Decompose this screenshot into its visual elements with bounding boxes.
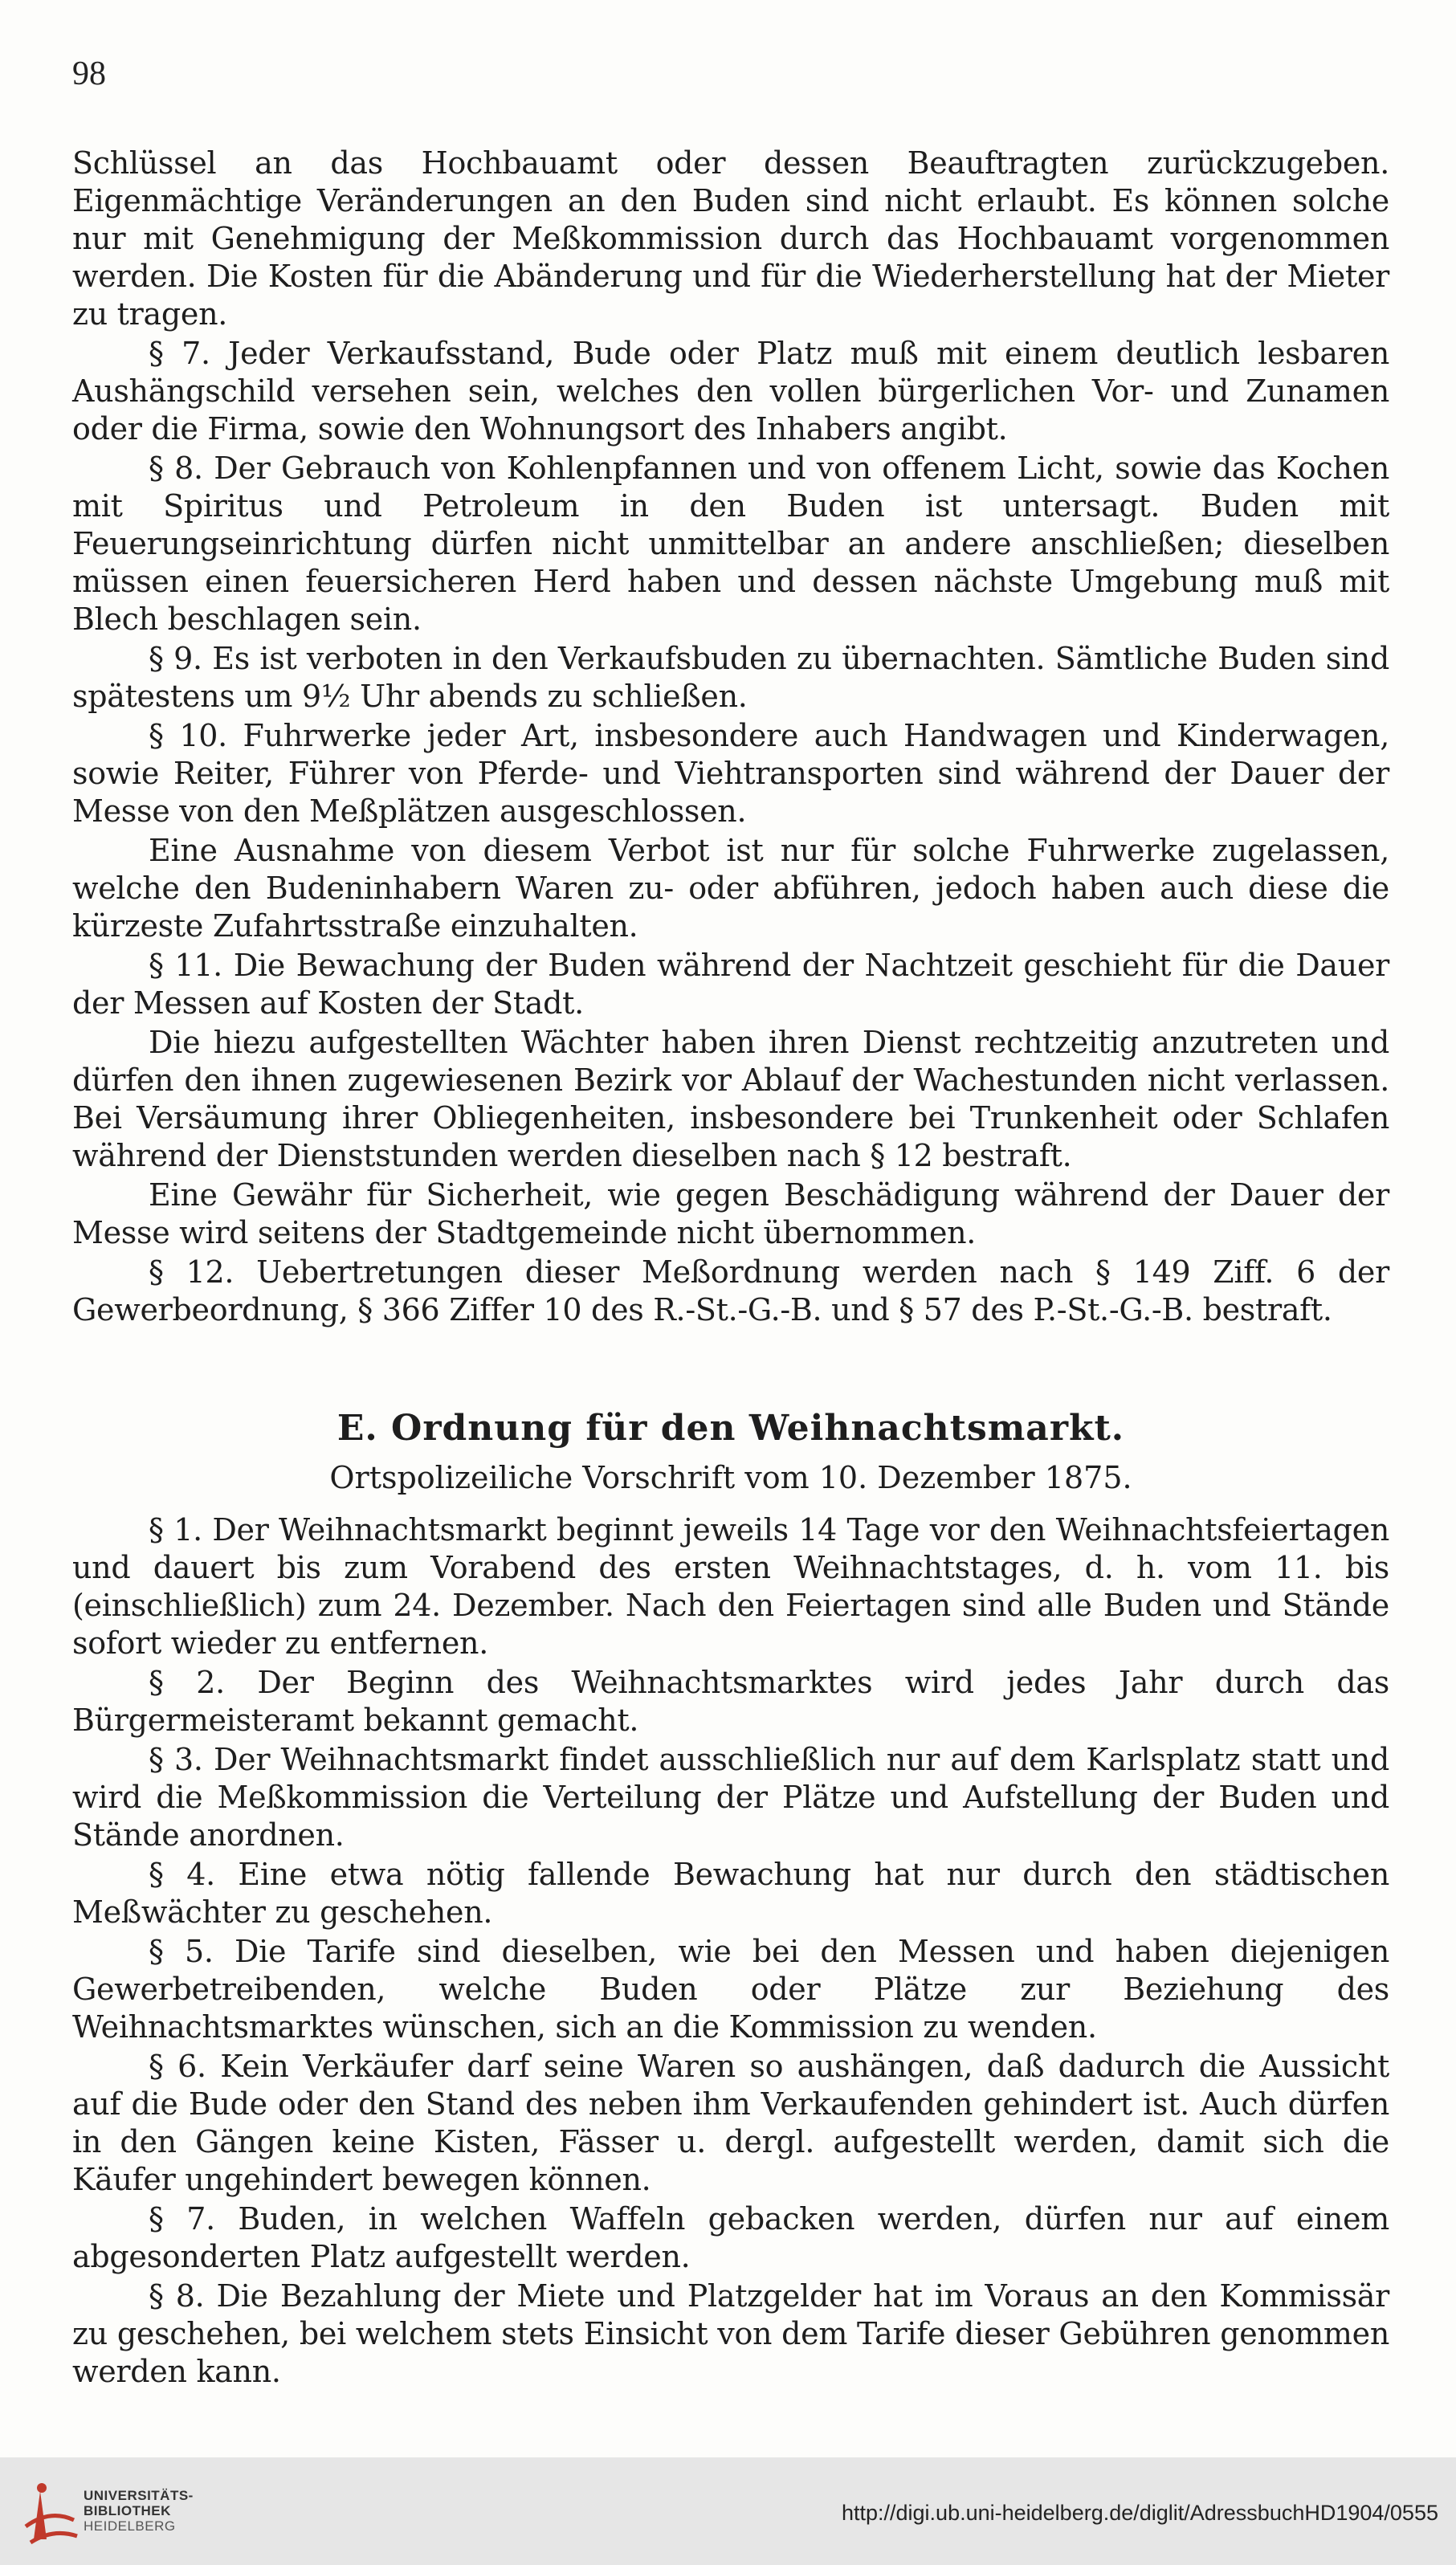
paragraph-section-7: § 7. Jeder Verkaufsstand, Bude oder Platz muß mit einem deutlich lesbaren Aushängschild versehen sein, welches den vollen bürgerlichen Vor- und Zunamen oder die Firma, sowie den Wohnungsort des Inhabers angibt. <box>72 336 1389 447</box>
paragraph-section-12: § 12. Uebertretungen dieser Meßordnung werden nach § 149 Ziff. 6 der Gewerbeordnung, § 366 Ziffer 10 des R.-St.-G.-B. und § 57 des P.-St.-G.-B. bestraft. <box>72 1254 1389 1327</box>
paragraph-section-10-exception: Eine Ausnahme von diesem Verbot ist nur für solche Fuhrwerke zugelassen, welche den Budeninhabern Waren zu- oder abführen, jedoch haben auch diese die kürzeste Zufahrtsstraße einzuhalten. <box>72 833 1389 944</box>
logo-line-3: HEIDELBERG <box>84 2518 176 2534</box>
paragraph-xmas-8: § 8. Die Bezahlung der Miete und Platzgelder hat im Voraus an den Kommissär zu geschehen, bei welchem stets Einsicht von dem Tarife dieser Gebühren genommen werden kann. <box>72 2278 1389 2389</box>
paragraph-section-11: § 11. Die Bewachung der Buden während der Nachtzeit geschieht für die Dauer der Messen auf Kosten der Stadt. <box>72 948 1389 1021</box>
paragraph-xmas-2: § 2. Der Beginn des Weihnachtsmarktes wird jedes Jahr durch das Bürgermeisteramt bekannt gemacht. <box>72 1665 1389 1738</box>
paragraph-xmas-6: § 6. Kein Verkäufer darf seine Waren so aushängen, daß dadurch die Aussicht auf die Bude oder den Stand des neben ihm Verkaufenden gehindert ist. Auch dürfen in den Gängen keine Kisten, Fässer u. dergl. aufgestellt werden, damit sich die Käufer ungehindert bewegen können. <box>72 2049 1389 2197</box>
paragraph-section-10: § 10. Fuhrwerke jeder Art, insbesondere auch Handwagen und Kinderwagen, sowie Reiter, Führer von Pferde- und Viehtransporten sind während der Dauer der Messe von den Meßplätzen ausgeschlossen. <box>72 718 1389 829</box>
paragraph-xmas-3: § 3. Der Weihnachtsmarkt findet ausschließlich nur auf dem Karlsplatz statt und wird die Meßkommission die Verteilung der Plätze und Aufstellung der Buden und Stände anordnen. <box>72 1742 1389 1853</box>
paragraph-section-11-liability: Eine Gewähr für Sicherheit, wie gegen Beschädigung während der Dauer der Messe wird seitens der Stadtgemeinde nicht übernommen. <box>72 1177 1389 1250</box>
logo-line-2: BIBLIOTHEK <box>84 2503 171 2518</box>
paragraph-xmas-5: § 5. Die Tarife sind dieselben, wie bei den Messen und haben diejenigen Gewerbetreibenden, welche Buden oder Plätze zur Beziehung des Weihnachtsmarktes wünschen, sich an die Kommission zu wenden. <box>72 1934 1389 2045</box>
logo-text <box>84 2488 194 2534</box>
paragraph-xmas-1: § 1. Der Weihnachtsmarkt beginnt jeweils 14 Tage vor den Weihnachtsfeiertagen und dauert bis zum Vorabend des ersten Weihnachtstages, d. h. vom 11. bis (einschließlich) zum 24. Dezember. Nach den Feiertagen sind alle Buden und Stände sofort wieder zu entfernen. <box>72 1512 1389 1661</box>
paragraph-xmas-7: § 7. Buden, in welchen Waffeln gebacken werden, dürfen nur auf einem abgesonderten Platz aufgestellt werden. <box>72 2201 1389 2274</box>
section-subtitle: Ortspolizeiliche Vorschrift vom 10. Dezember 1875. <box>329 1460 1132 1495</box>
paragraph-continuation: Schlüssel an das Hochbauamt oder dessen Beauftragten zurückzugeben. Eigenmächtige Veränderungen an den Buden sind nicht erlaubt. Es können solche nur mit Genehmigung der Meßkommission durch das Hochbauamt vorgenommen werden. Die Kosten für die Abänderung und für die Wiederherstellung hat der Mieter zu tragen. <box>72 145 1389 332</box>
page-number: 98 <box>72 55 106 92</box>
paragraph-section-11-guards: Die hiezu aufgestellten Wächter haben ihren Dienst rechtzeitig anzutreten und dürfen den ihnen zugewiesenen Bezirk vor Ablauf der Wachestunden nicht verlassen. Bei Versäumung ihrer Obliegenheiten, insbesondere bei Trunkenheit oder Schlafen während der Dienststunden werden dieselben nach § 12 bestraft. <box>72 1025 1389 1173</box>
paragraph-section-9: § 9. Es ist verboten in den Verkaufsbuden zu übernachten. Sämtliche Buden sind spätestens um 9½ Uhr abends zu schließen. <box>72 641 1389 714</box>
viewer-footer <box>0 2457 1456 2565</box>
library-seal-icon <box>18 2477 82 2549</box>
logo-line-1: UNIVERSITÄTS- <box>84 2488 194 2503</box>
page-content <box>72 145 1389 2392</box>
university-library-logo[interactable] <box>18 2477 202 2549</box>
section-title: E. Ordnung für den Weihnachtsmarkt. <box>336 1408 1125 1449</box>
permalink-url[interactable]: http://digi.ub.uni-heidelberg.de/diglit/AdressbuchHD1904/0555 <box>841 2501 1438 2525</box>
paragraph-section-8: § 8. Der Gebrauch von Kohlenpfannen und von offenem Licht, sowie das Kochen mit Spiritus und Petroleum in den Buden ist untersagt. Buden mit Feuerungseinrichtung dürfen nicht unmittelbar an andere anschließen; dieselben müssen einen feuersicheren Herd haben und dessen nächste Umgebung muß mit Blech beschlagen sein. <box>72 451 1389 637</box>
paragraph-xmas-4: § 4. Eine etwa nötig fallende Bewachung hat nur durch den städtischen Meßwächter zu geschehen. <box>72 1857 1389 1930</box>
